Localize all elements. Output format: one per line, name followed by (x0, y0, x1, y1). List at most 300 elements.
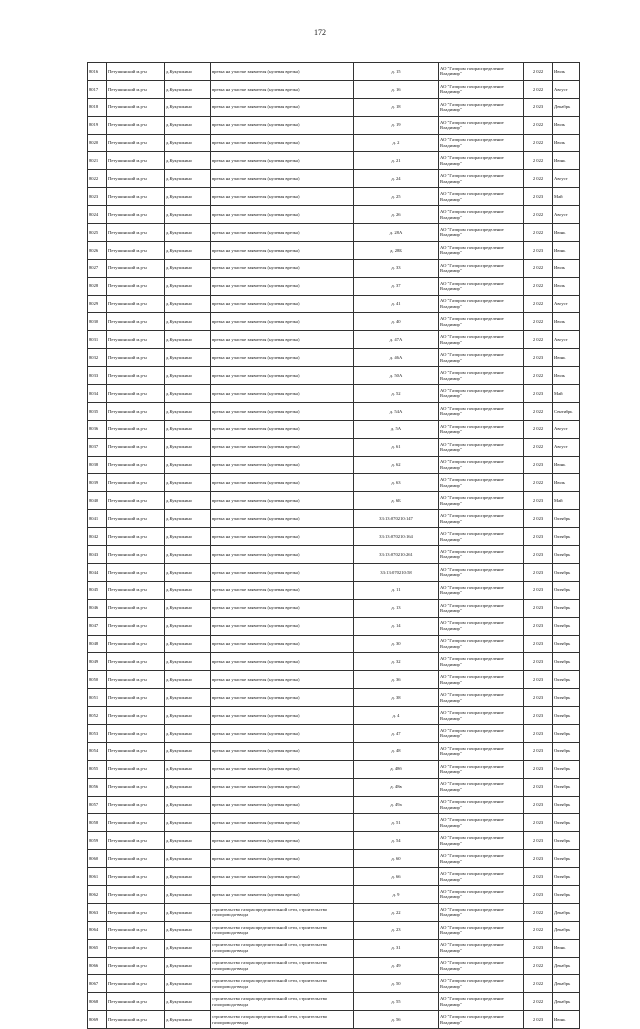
row-number: 8044 (88, 563, 107, 581)
table-row (88, 563, 580, 581)
work-type-cell: врезка на участке заявителя (нулевая врезка) (211, 224, 354, 242)
table-row (88, 402, 580, 420)
row-number: 8061 (88, 868, 107, 886)
district-cell: Петушинский м.р-н (107, 528, 165, 546)
row-number: 8034 (88, 385, 107, 403)
locality-cell: д.Кукушкино (165, 241, 211, 259)
year-cell: 2 022 (524, 957, 553, 975)
work-type-cell: врезка на участке заявителя (нулевая врезка) (211, 868, 354, 886)
month-cell: Октябрь (553, 885, 580, 903)
organization-cell: АО "Газпром газораспределение Владимир" (439, 707, 524, 725)
locality-cell: д.Кукушкино (165, 367, 211, 385)
row-number: 8033 (88, 367, 107, 385)
district-cell: Петушинский м.р-н (107, 635, 165, 653)
locality-cell: д.Кукушкино (165, 724, 211, 742)
table-row (88, 474, 580, 492)
organization-cell: АО "Газпром газораспределение Владимир" (439, 921, 524, 939)
locality-cell: д.Кукушкино (165, 921, 211, 939)
registry-table (87, 62, 580, 1029)
table-row (88, 975, 580, 993)
organization-cell: АО "Газпром газораспределение Владимир" (439, 724, 524, 742)
year-cell: 2 022 (524, 116, 553, 134)
table-row (88, 367, 580, 385)
organization-cell: АО "Газпром газораспределение Владимир" (439, 134, 524, 152)
month-cell: Октябрь (553, 814, 580, 832)
organization-cell: АО "Газпром газораспределение Владимир" (439, 98, 524, 116)
year-cell: 2 022 (524, 402, 553, 420)
district-cell: Петушинский м.р-н (107, 420, 165, 438)
district-cell: Петушинский м.р-н (107, 868, 165, 886)
row-number: 8054 (88, 742, 107, 760)
district-cell: Петушинский м.р-н (107, 510, 165, 528)
table-row (88, 903, 580, 921)
organization-cell: АО "Газпром газораспределение Владимир" (439, 402, 524, 420)
table-row (88, 921, 580, 939)
district-cell: Петушинский м.р-н (107, 385, 165, 403)
address-cell: д. 66 (354, 868, 439, 886)
locality-cell: д.Кукушкино (165, 832, 211, 850)
table-row (88, 581, 580, 599)
row-number: 8040 (88, 492, 107, 510)
organization-cell: АО "Газпром газораспределение Владимир" (439, 814, 524, 832)
row-number: 8065 (88, 939, 107, 957)
locality-cell: д.Кукушкино (165, 975, 211, 993)
locality-cell: д.Кукушкино (165, 402, 211, 420)
month-cell: Октябрь (553, 635, 580, 653)
work-type-cell: врезка на участке заявителя (нулевая врезка) (211, 438, 354, 456)
district-cell: Петушинский м.р-н (107, 80, 165, 98)
locality-cell: д.Кукушкино (165, 331, 211, 349)
locality-cell: д.Кукушкино (165, 689, 211, 707)
district-cell: Петушинский м.р-н (107, 599, 165, 617)
month-cell: Октябрь (553, 599, 580, 617)
locality-cell: д.Кукушкино (165, 510, 211, 528)
organization-cell: АО "Газпром газораспределение Владимир" (439, 760, 524, 778)
work-type-cell: врезка на участке заявителя (нулевая врезка) (211, 63, 354, 81)
month-cell: Июль (553, 259, 580, 277)
address-cell: д. 55 (354, 993, 439, 1011)
row-number: 8018 (88, 98, 107, 116)
address-cell: д. 49а (354, 796, 439, 814)
table-row (88, 599, 580, 617)
year-cell: 2 023 (524, 349, 553, 367)
month-cell: Июль (553, 367, 580, 385)
address-cell: 33:13:070210:147 (354, 510, 439, 528)
month-cell: Август (553, 331, 580, 349)
address-cell: д. 47А (354, 331, 439, 349)
organization-cell: АО "Газпром газораспределение Владимир" (439, 63, 524, 81)
organization-cell: АО "Газпром газораспределение Владимир" (439, 510, 524, 528)
organization-cell: АО "Газпром газораспределение Владимир" (439, 206, 524, 224)
month-cell: Август (553, 295, 580, 313)
address-cell: д. 41 (354, 295, 439, 313)
month-cell: Октябрь (553, 617, 580, 635)
table-row (88, 850, 580, 868)
work-type-cell: врезка на участке заявителя (нулевая врезка) (211, 206, 354, 224)
year-cell: 2 023 (524, 188, 553, 206)
address-cell: д. 22 (354, 903, 439, 921)
organization-cell: АО "Газпром газораспределение Владимир" (439, 277, 524, 295)
address-cell: д. 48в (354, 778, 439, 796)
address-cell: д. 18 (354, 98, 439, 116)
row-number: 8025 (88, 224, 107, 242)
work-type-cell: врезка на участке заявителя (нулевая врезка) (211, 80, 354, 98)
month-cell: Октябрь (553, 689, 580, 707)
year-cell: 2 023 (524, 689, 553, 707)
table-row (88, 295, 580, 313)
address-cell: д. 48б (354, 760, 439, 778)
row-number: 8059 (88, 832, 107, 850)
month-cell: Октябрь (553, 778, 580, 796)
locality-cell: д.Кукушкино (165, 456, 211, 474)
table-row (88, 456, 580, 474)
row-number: 8021 (88, 152, 107, 170)
row-number: 8047 (88, 617, 107, 635)
district-cell: Петушинский м.р-н (107, 152, 165, 170)
row-number: 8017 (88, 80, 107, 98)
work-type-cell: врезка на участке заявителя (нулевая врезка) (211, 671, 354, 689)
month-cell: Октябрь (553, 832, 580, 850)
row-number: 8031 (88, 331, 107, 349)
table-row (88, 241, 580, 259)
table-row (88, 814, 580, 832)
table-row (88, 796, 580, 814)
row-number: 8022 (88, 170, 107, 188)
month-cell: Июль (553, 277, 580, 295)
row-number: 8035 (88, 402, 107, 420)
year-cell: 2 023 (524, 814, 553, 832)
locality-cell: д.Кукушкино (165, 760, 211, 778)
year-cell: 2 023 (524, 635, 553, 653)
year-cell: 2 023 (524, 581, 553, 599)
organization-cell: АО "Газпром газораспределение Владимир" (439, 742, 524, 760)
organization-cell: АО "Газпром газораспределение Владимир" (439, 903, 524, 921)
year-cell: 2 023 (524, 760, 553, 778)
row-number: 8067 (88, 975, 107, 993)
work-type-cell: врезка на участке заявителя (нулевая врезка) (211, 510, 354, 528)
district-cell: Петушинский м.р-н (107, 707, 165, 725)
table-row (88, 1011, 580, 1029)
year-cell: 2 022 (524, 993, 553, 1011)
table-row (88, 492, 580, 510)
organization-cell: АО "Газпром газораспределение Владимир" (439, 796, 524, 814)
locality-cell: д.Кукушкино (165, 653, 211, 671)
table-row (88, 868, 580, 886)
work-type-cell: врезка на участке заявителя (нулевая врезка) (211, 724, 354, 742)
row-number: 8030 (88, 313, 107, 331)
year-cell: 2 023 (524, 707, 553, 725)
work-type-cell: строительство газораспределительной сети, строительство газопровода-ввода (211, 903, 354, 921)
year-cell: 2 023 (524, 617, 553, 635)
district-cell: Петушинский м.р-н (107, 617, 165, 635)
month-cell: Октябрь (553, 546, 580, 564)
organization-cell: АО "Газпром газораспределение Владимир" (439, 385, 524, 403)
district-cell: Петушинский м.р-н (107, 671, 165, 689)
year-cell: 2 023 (524, 456, 553, 474)
locality-cell: д.Кукушкино (165, 546, 211, 564)
locality-cell: д.Кукушкино (165, 313, 211, 331)
work-type-cell: врезка на участке заявителя (нулевая врезка) (211, 563, 354, 581)
work-type-cell: врезка на участке заявителя (нулевая врезка) (211, 367, 354, 385)
work-type-cell: врезка на участке заявителя (нулевая врезка) (211, 295, 354, 313)
row-number: 8045 (88, 581, 107, 599)
address-cell: д. 36 (354, 671, 439, 689)
year-cell: 2 022 (524, 63, 553, 81)
work-type-cell: врезка на участке заявителя (нулевая врезка) (211, 796, 354, 814)
month-cell: Август (553, 206, 580, 224)
row-number: 8052 (88, 707, 107, 725)
year-cell: 2 023 (524, 599, 553, 617)
work-type-cell: врезка на участке заявителя (нулевая врезка) (211, 474, 354, 492)
row-number: 8041 (88, 510, 107, 528)
work-type-cell: строительство газораспределительной сети, строительство газопровода-ввода (211, 957, 354, 975)
organization-cell: АО "Газпром газораспределение Владимир" (439, 1011, 524, 1029)
locality-cell: д.Кукушкино (165, 563, 211, 581)
month-cell: Июнь (553, 1011, 580, 1029)
year-cell: 2 022 (524, 331, 553, 349)
year-cell: 2 022 (524, 152, 553, 170)
table-row (88, 277, 580, 295)
row-number: 8046 (88, 599, 107, 617)
organization-cell: АО "Газпром газораспределение Владимир" (439, 456, 524, 474)
month-cell: Сентябрь (553, 402, 580, 420)
district-cell: Петушинский м.р-н (107, 850, 165, 868)
locality-cell: д.Кукушкино (165, 742, 211, 760)
year-cell: 2 022 (524, 134, 553, 152)
month-cell: Октябрь (553, 796, 580, 814)
work-type-cell: врезка на участке заявителя (нулевая врезка) (211, 188, 354, 206)
locality-cell: д.Кукушкино (165, 939, 211, 957)
locality-cell: д.Кукушкино (165, 206, 211, 224)
row-number: 8036 (88, 420, 107, 438)
address-cell: д. 25 (354, 188, 439, 206)
locality-cell: д.Кукушкино (165, 957, 211, 975)
address-cell: д. 32 (354, 653, 439, 671)
work-type-cell: врезка на участке заявителя (нулевая врезка) (211, 814, 354, 832)
month-cell: Октябрь (553, 760, 580, 778)
organization-cell: АО "Газпром газораспределение Владимир" (439, 975, 524, 993)
locality-cell: д.Кукушкино (165, 80, 211, 98)
table-row (88, 653, 580, 671)
table-row (88, 385, 580, 403)
table-row (88, 957, 580, 975)
table-row (88, 707, 580, 725)
year-cell: 2 023 (524, 653, 553, 671)
locality-cell: д.Кукушкино (165, 385, 211, 403)
address-cell: д. 30 (354, 635, 439, 653)
organization-cell: АО "Газпром газораспределение Владимир" (439, 474, 524, 492)
year-cell: 2 023 (524, 939, 553, 957)
district-cell: Петушинский м.р-н (107, 581, 165, 599)
row-number: 8066 (88, 957, 107, 975)
address-cell: д. 11 (354, 581, 439, 599)
month-cell: Август (553, 420, 580, 438)
row-number: 8016 (88, 63, 107, 81)
table-row (88, 349, 580, 367)
row-number: 8051 (88, 689, 107, 707)
table-row (88, 993, 580, 1011)
work-type-cell: врезка на участке заявителя (нулевая врезка) (211, 832, 354, 850)
organization-cell: АО "Газпром газораспределение Владимир" (439, 635, 524, 653)
work-type-cell: строительство газораспределительной сети, строительство газопровода-ввода (211, 939, 354, 957)
table-row (88, 885, 580, 903)
address-cell: д. 28Б (354, 241, 439, 259)
address-cell: д. 23 (354, 921, 439, 939)
work-type-cell: врезка на участке заявителя (нулевая врезка) (211, 259, 354, 277)
district-cell: Петушинский м.р-н (107, 760, 165, 778)
locality-cell: д.Кукушкино (165, 885, 211, 903)
table-row (88, 152, 580, 170)
organization-cell: АО "Газпром газораспределение Владимир" (439, 885, 524, 903)
address-cell: д. 61 (354, 438, 439, 456)
row-number: 8060 (88, 850, 107, 868)
district-cell: Петушинский м.р-н (107, 563, 165, 581)
month-cell: Июль (553, 63, 580, 81)
month-cell: Октябрь (553, 563, 580, 581)
district-cell: Петушинский м.р-н (107, 689, 165, 707)
row-number: 8058 (88, 814, 107, 832)
district-cell: Петушинский м.р-н (107, 259, 165, 277)
locality-cell: д.Кукушкино (165, 134, 211, 152)
table-row (88, 689, 580, 707)
organization-cell: АО "Газпром газораспределение Владимир" (439, 653, 524, 671)
table-row (88, 671, 580, 689)
year-cell: 2 023 (524, 724, 553, 742)
organization-cell: АО "Газпром газораспределение Владимир" (439, 689, 524, 707)
row-number: 8057 (88, 796, 107, 814)
work-type-cell: строительство газораспределительной сети, строительство газопровода-ввода (211, 921, 354, 939)
year-cell: 2 022 (524, 367, 553, 385)
district-cell: Петушинский м.р-н (107, 438, 165, 456)
district-cell: Петушинский м.р-н (107, 939, 165, 957)
row-number: 8023 (88, 188, 107, 206)
work-type-cell: врезка на участке заявителя (нулевая врезка) (211, 617, 354, 635)
locality-cell: д.Кукушкино (165, 814, 211, 832)
locality-cell: д.Кукушкино (165, 116, 211, 134)
month-cell: Декабрь (553, 903, 580, 921)
year-cell: 2 023 (524, 1011, 553, 1029)
district-cell: Петушинский м.р-н (107, 241, 165, 259)
district-cell: Петушинский м.р-н (107, 546, 165, 564)
year-cell: 2 022 (524, 80, 553, 98)
locality-cell: д.Кукушкино (165, 474, 211, 492)
organization-cell: АО "Газпром газораспределение Владимир" (439, 188, 524, 206)
organization-cell: АО "Газпром газораспределение Владимир" (439, 581, 524, 599)
row-number: 8037 (88, 438, 107, 456)
locality-cell: д.Кукушкино (165, 224, 211, 242)
locality-cell: д.Кукушкино (165, 581, 211, 599)
year-cell: 2 023 (524, 492, 553, 510)
table-row (88, 724, 580, 742)
year-cell: 2 023 (524, 885, 553, 903)
year-cell: 2 022 (524, 206, 553, 224)
address-cell: д. 28А (354, 224, 439, 242)
locality-cell: д.Кукушкино (165, 170, 211, 188)
address-cell: д. 38 (354, 689, 439, 707)
address-cell: д. 33 (354, 259, 439, 277)
row-number: 8056 (88, 778, 107, 796)
district-cell: Петушинский м.р-н (107, 796, 165, 814)
address-cell: д. 51 (354, 814, 439, 832)
organization-cell: АО "Газпром газораспределение Владимир" (439, 993, 524, 1011)
year-cell: 2 022 (524, 224, 553, 242)
work-type-cell: врезка на участке заявителя (нулевая врезка) (211, 850, 354, 868)
row-number: 8050 (88, 671, 107, 689)
row-number: 8028 (88, 277, 107, 295)
address-cell: д. 52 (354, 385, 439, 403)
month-cell: Октябрь (553, 671, 580, 689)
organization-cell: АО "Газпром газораспределение Владимир" (439, 80, 524, 98)
month-cell: Август (553, 438, 580, 456)
row-number: 8068 (88, 993, 107, 1011)
table-row (88, 98, 580, 116)
table-row (88, 259, 580, 277)
work-type-cell: врезка на участке заявителя (нулевая врезка) (211, 492, 354, 510)
year-cell: 2 023 (524, 98, 553, 116)
locality-cell: д.Кукушкино (165, 868, 211, 886)
year-cell: 2 023 (524, 385, 553, 403)
district-cell: Петушинский м.р-н (107, 885, 165, 903)
district-cell: Петушинский м.р-н (107, 778, 165, 796)
address-cell: д. 9 (354, 885, 439, 903)
address-cell: 33:13:070210:164 (354, 528, 439, 546)
row-number: 8043 (88, 546, 107, 564)
address-cell: д. 46А (354, 349, 439, 367)
work-type-cell: врезка на участке заявителя (нулевая врезка) (211, 456, 354, 474)
row-number: 8053 (88, 724, 107, 742)
work-type-cell: врезка на участке заявителя (нулевая врезка) (211, 98, 354, 116)
year-cell: 2 023 (524, 868, 553, 886)
organization-cell: АО "Газпром газораспределение Владимир" (439, 617, 524, 635)
work-type-cell: врезка на участке заявителя (нулевая врезка) (211, 241, 354, 259)
row-number: 8024 (88, 206, 107, 224)
work-type-cell: врезка на участке заявителя (нулевая врезка) (211, 277, 354, 295)
month-cell: Июнь (553, 939, 580, 957)
table-row (88, 760, 580, 778)
row-number: 8069 (88, 1011, 107, 1029)
organization-cell: АО "Газпром газораспределение Владимир" (439, 313, 524, 331)
organization-cell: АО "Газпром газораспределение Владимир" (439, 259, 524, 277)
work-type-cell: врезка на участке заявителя (нулевая врезка) (211, 402, 354, 420)
table-row (88, 635, 580, 653)
district-cell: Петушинский м.р-н (107, 116, 165, 134)
work-type-cell: врезка на участке заявителя (нулевая врезка) (211, 528, 354, 546)
address-cell: д. 50А (354, 367, 439, 385)
locality-cell: д.Кукушкино (165, 438, 211, 456)
organization-cell: АО "Газпром газораспределение Владимир" (439, 349, 524, 367)
organization-cell: АО "Газпром газораспределение Владимир" (439, 116, 524, 134)
district-cell: Петушинский м.р-н (107, 832, 165, 850)
work-type-cell: врезка на участке заявителя (нулевая врезка) (211, 581, 354, 599)
month-cell: Октябрь (553, 742, 580, 760)
year-cell: 2 022 (524, 474, 553, 492)
month-cell: Октябрь (553, 581, 580, 599)
table-row (88, 832, 580, 850)
work-type-cell: врезка на участке заявителя (нулевая врезка) (211, 116, 354, 134)
year-cell: 2 023 (524, 510, 553, 528)
month-cell: Июль (553, 474, 580, 492)
year-cell: 2 022 (524, 921, 553, 939)
district-cell: Петушинский м.р-н (107, 814, 165, 832)
table-row (88, 206, 580, 224)
year-cell: 2 023 (524, 778, 553, 796)
work-type-cell: врезка на участке заявителя (нулевая врезка) (211, 599, 354, 617)
row-number: 8055 (88, 760, 107, 778)
locality-cell: д.Кукушкино (165, 778, 211, 796)
address-cell: д. 40 (354, 313, 439, 331)
organization-cell: АО "Газпром газораспределение Владимир" (439, 170, 524, 188)
organization-cell: АО "Газпром газораспределение Владимир" (439, 957, 524, 975)
